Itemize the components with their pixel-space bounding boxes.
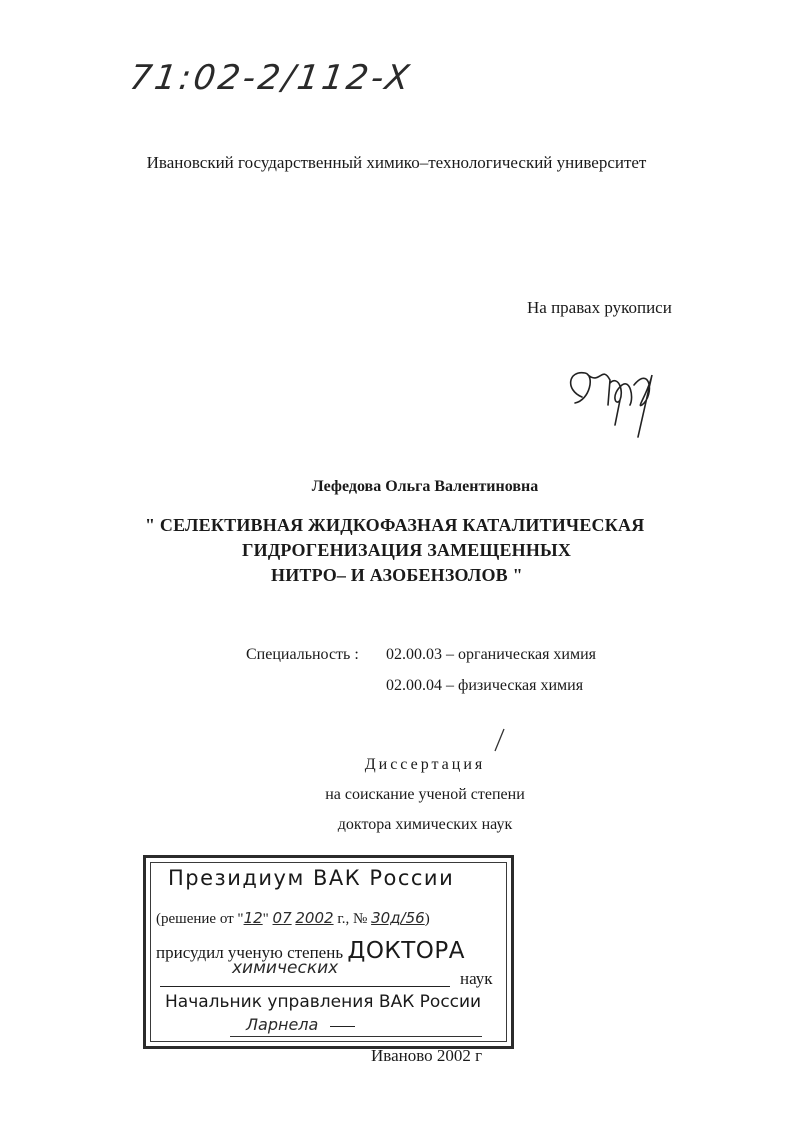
- stamp-signature-line: [230, 1036, 482, 1037]
- author-name: Лефедова Ольга Валентиновна: [311, 478, 539, 495]
- university-name: Ивановский государственный химико–технологический университет: [146, 153, 647, 172]
- decision-number: 30д/56: [371, 909, 425, 927]
- decision-close: ): [424, 911, 430, 927]
- title-line-2: ГИДРОГЕНИЗАЦИЯ ЗАМЕЩЕННЫХ: [242, 540, 572, 560]
- stamp-field-underline: [160, 986, 450, 987]
- title-line-1: " СЕЛЕКТИВНАЯ ЖИДКОФАЗНАЯ КАТАЛИТИЧЕСКАЯ: [145, 515, 645, 535]
- stamp-field-suffix: наук: [460, 969, 493, 988]
- degree-line-1: на соискание ученой степени: [325, 786, 525, 803]
- specialty-item-2: 02.00.04 – физическая химия: [386, 677, 584, 694]
- stamp-field-handwritten: химических: [232, 958, 339, 978]
- stamp-title: Президиум ВАК России: [168, 866, 455, 890]
- awarded-degree: ДОКТОРА: [347, 938, 466, 964]
- decision-day: 12: [243, 909, 263, 927]
- degree-line-2: доктора химических наук: [337, 816, 513, 833]
- decision-prefix: (решение от ": [156, 911, 244, 927]
- manuscript-rights-note: На правах рукописи: [527, 298, 672, 317]
- title-line-3: НИТРО– И АЗОБЕНЗОЛОВ ": [271, 565, 523, 585]
- decision-year: 2002: [295, 909, 334, 927]
- specialty-label: Специальность :: [246, 646, 359, 663]
- decision-year-suffix: г., №: [337, 911, 368, 927]
- awarded-prefix: присудил ученую степень: [156, 943, 344, 962]
- decision-month: 07: [272, 909, 292, 927]
- pen-mark: [492, 727, 506, 753]
- document-type: Диссертация: [364, 756, 486, 773]
- stamp-decision-line: [156, 909, 430, 928]
- stamp-chief-dash: [330, 1026, 355, 1027]
- stamp-chief-title: Начальник управления ВАК России: [165, 992, 482, 1012]
- specialty-item-1: 02.00.03 – органическая химия: [386, 646, 597, 663]
- archive-code: 71:02-2/112-X: [127, 58, 415, 98]
- author-signature: [560, 345, 670, 440]
- stamp-chief-signature: Ларнела: [246, 1015, 319, 1034]
- decision-sep: ": [262, 911, 269, 927]
- city-year: Иваново 2002 г: [371, 1046, 483, 1065]
